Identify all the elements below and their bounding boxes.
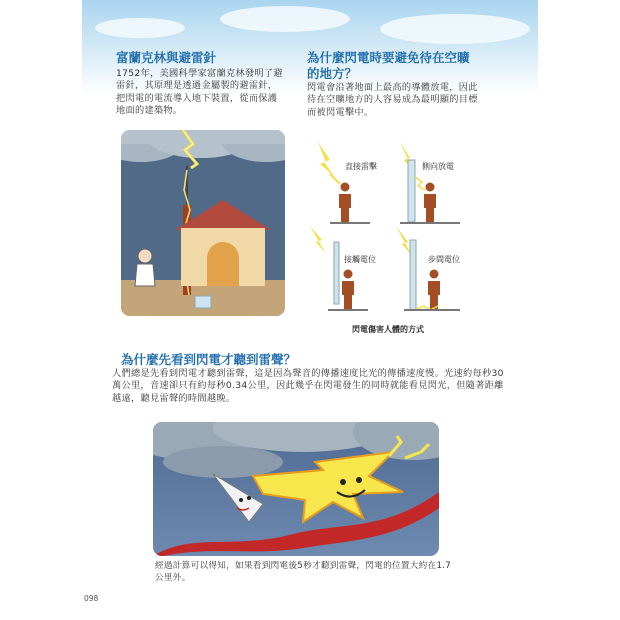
section-heading-franklin: 富蘭克林與避雷針 [116, 50, 217, 65]
cloud [95, 18, 185, 38]
section-heading-lightning-avoid: 為什麼閃電時要避免待在空曠的地方？ [307, 50, 470, 81]
section-heading-thunder: 為什麼先看到閃電才聽到雷聲？ [121, 352, 297, 367]
direct-strike-panel [318, 142, 377, 224]
diagram-caption: 閃電傷害人體的方式 [352, 325, 424, 334]
page-number: 098 [84, 594, 99, 603]
label-direct-strike: 直接雷擊 [345, 162, 377, 171]
label-contact-potential: 接觸電位 [344, 255, 376, 264]
cloud [380, 14, 530, 44]
section-body-lightning-avoid: 閃電會沿著地面上最高的導體放電，因此待在空曠地方的人容易成為最明顯的目標而被閃電擊中。 [307, 82, 478, 118]
lightning-thunder-race-illustration [153, 422, 439, 556]
lightning-harm-diagram [300, 142, 472, 338]
cloud [220, 6, 350, 32]
step-potential-panel [396, 226, 460, 311]
label-step-potential: 步間電位 [428, 255, 460, 264]
contact-potential-panel [310, 226, 376, 311]
label-side-flash: 側向放電 [422, 162, 454, 171]
side-flash-panel [400, 142, 460, 224]
section-body-thunder: 人們總是先看到閃電才聽到雷聲，這是因為聲音的傳播速度比光的傳播速度慢。光速約每秒30萬公里，音速卻只有約每秒0.34公里，因此幾乎在閃電發生的同時就能看見閃光，但隨著距離越遠，聽見雷聲的時間越晚。 [112, 368, 504, 404]
section-body-franklin: 1752年，美國科學家富蘭克林發明了避雷針，其原理是透過金屬製的避雷針，把閃電的電流導入地下裝置，從而保護地面的建築物。 [116, 68, 283, 117]
illustration-caption-distance: 經過計算可以得知，如果看到閃電後5秒才聽到雷聲，閃電的位置大約在1.7公里外。 [155, 561, 452, 583]
lightning-rod-house-illustration [121, 130, 285, 316]
